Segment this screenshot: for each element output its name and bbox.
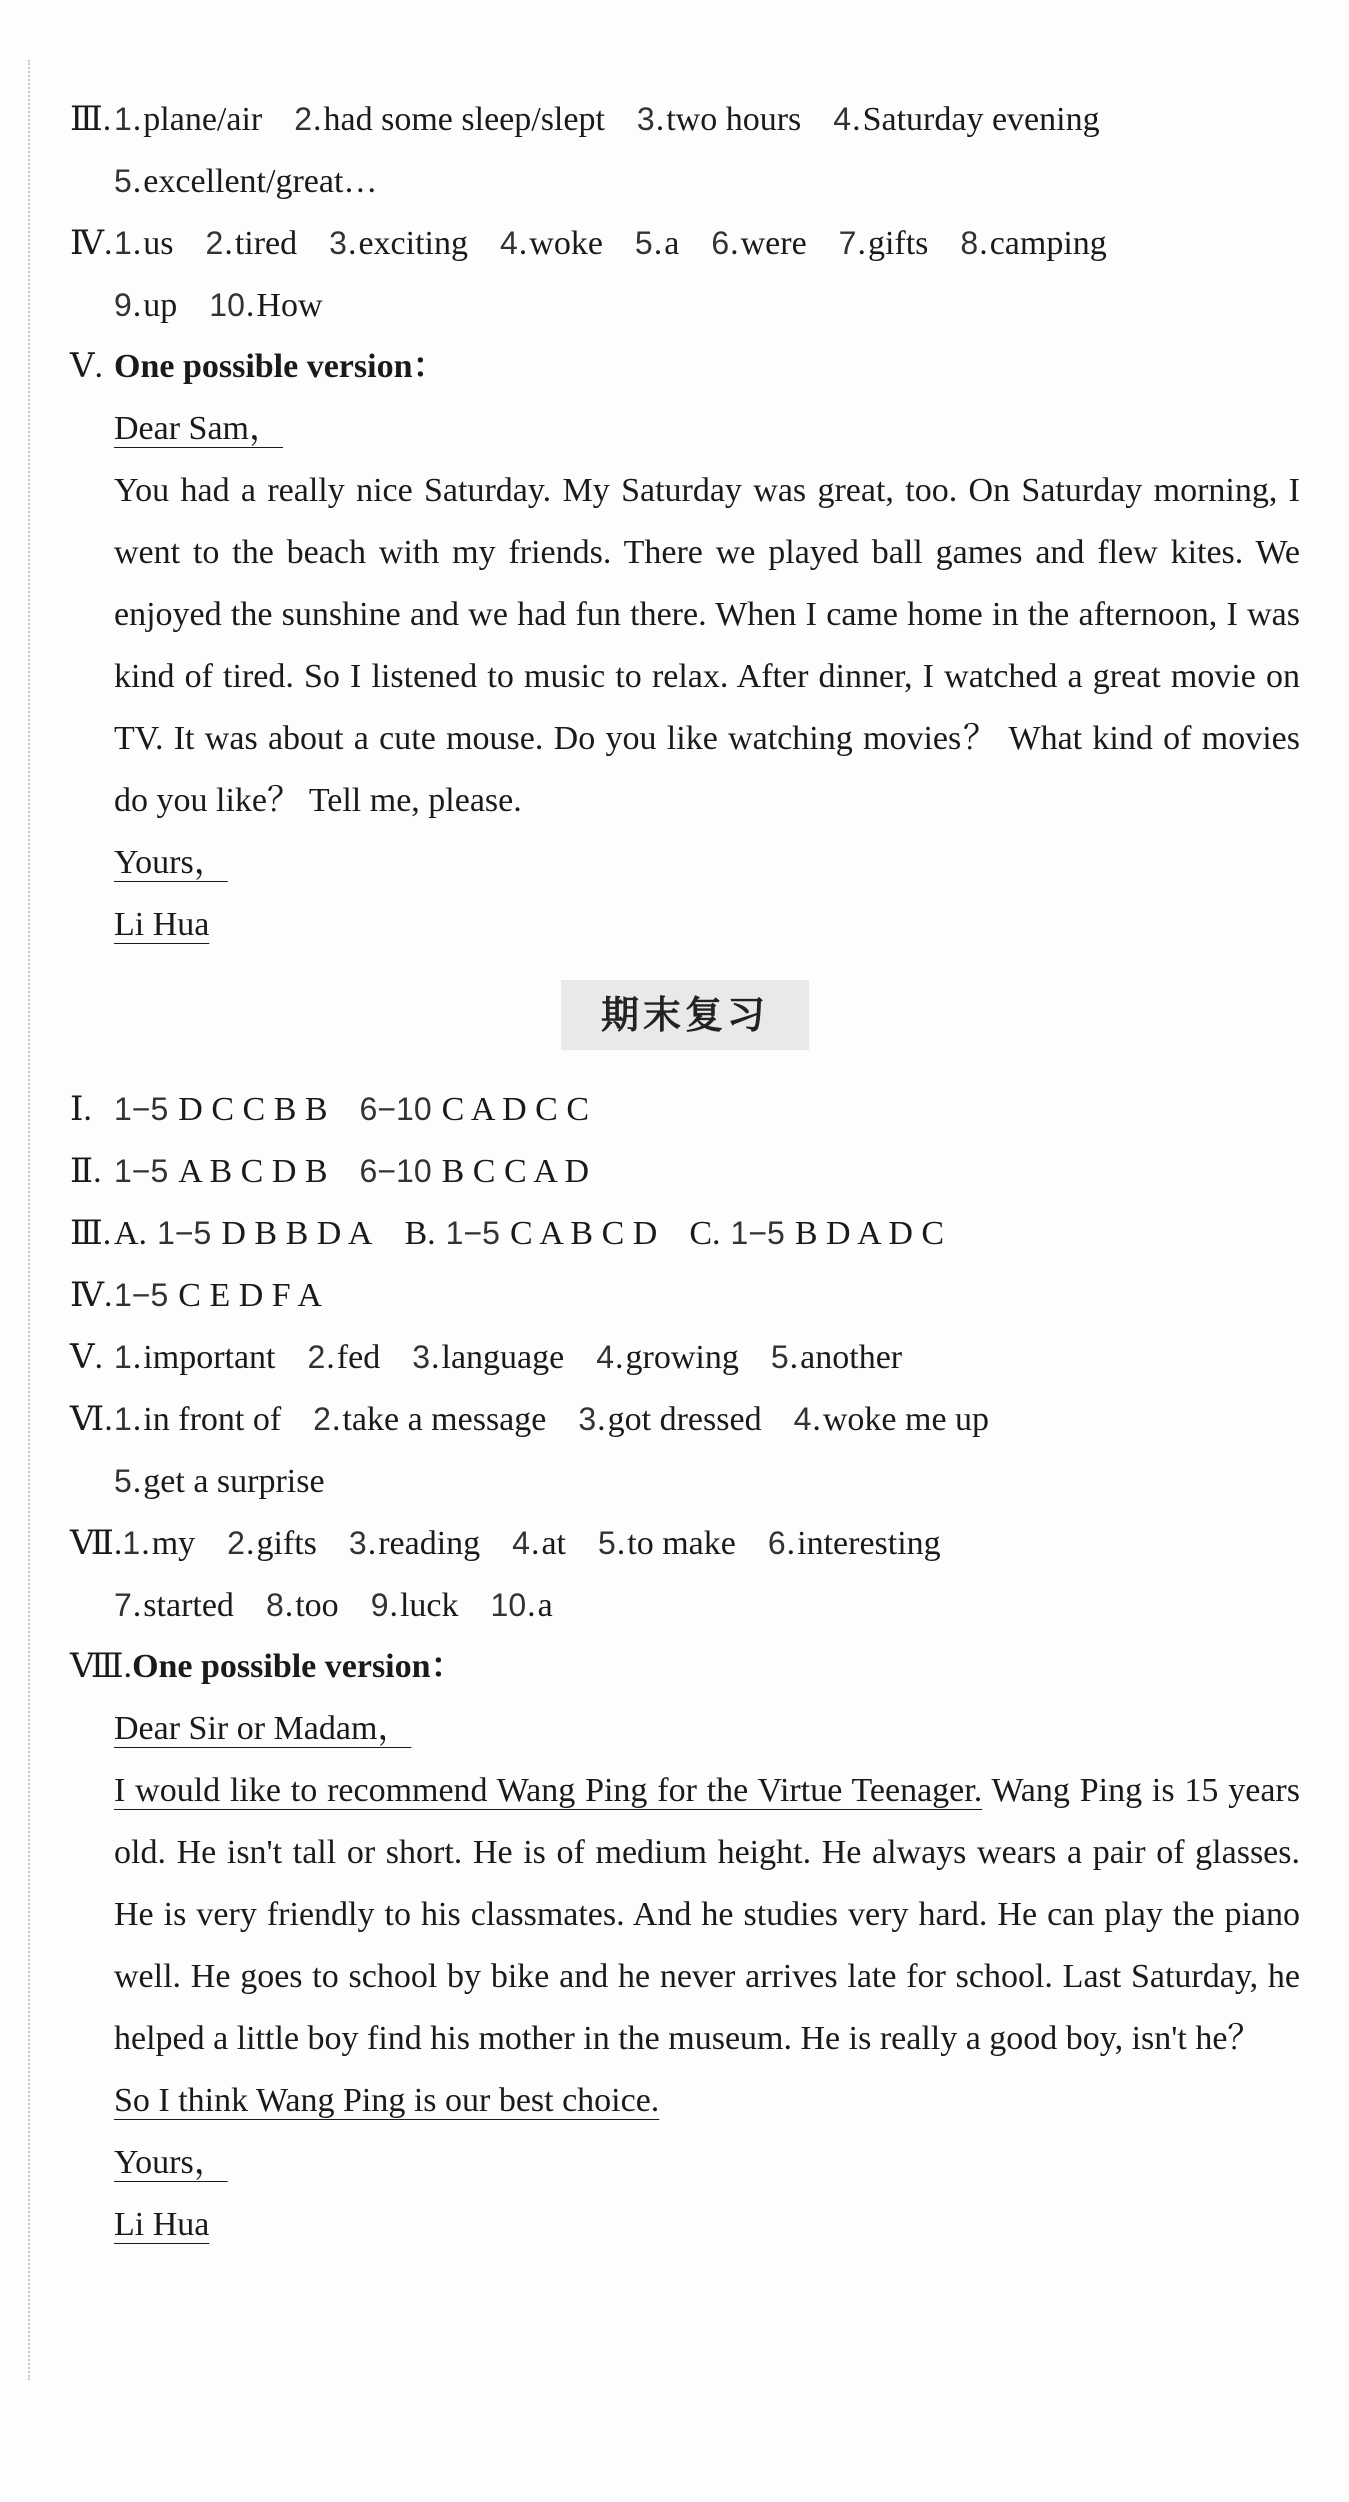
answer-item: 4.woke	[499, 225, 603, 262]
answer-item: 2.gifts	[227, 1525, 317, 1562]
margin-dotted-line	[28, 60, 30, 2380]
roman-numeral: Ⅰ.	[70, 1091, 92, 1128]
section-3-row-2	[70, 150, 1300, 212]
section-title: 期末复习	[561, 980, 809, 1050]
letter-body-text: Wang Ping is 15 years old. He isn't tall or short. He is of medium height. He always wears a pair of glasses. He is very friendly to his classmates. And he studies very hard. He can play the piano well. He goes to school by bike and he never arrives late for school. Last Saturday, he helped a little boy find his mother in the museum. He is really a good boy, isn't he？	[114, 1772, 1300, 2057]
answer-item: 8.camping	[960, 225, 1107, 262]
section-title-wrap	[70, 980, 1300, 1056]
answer-group: A B C D B	[178, 1153, 328, 1190]
subpart-label: B.	[404, 1215, 436, 1252]
answer-item: 1.in front of	[114, 1401, 282, 1438]
review-section-4: Ⅳ. 1−5 C E D F A	[70, 1264, 1300, 1326]
answer-item: 3.exciting	[329, 225, 468, 262]
answer-item: 5.to make	[597, 1525, 736, 1562]
letter-conclusion: So I think Wang Ping is our best choice.	[114, 2082, 660, 2119]
answer-group: D B B D A	[221, 1215, 373, 1252]
review-section-6-row-1	[70, 1388, 1300, 1450]
answer-page	[70, 88, 1300, 2256]
answer-group: B C C A D	[441, 1153, 590, 1190]
roman-numeral: Ⅶ.	[70, 1525, 123, 1562]
letter-body	[70, 1760, 1300, 2070]
review-section-2: Ⅱ. 1−5 A B C D B 6−10 B C C A D	[70, 1140, 1300, 1202]
answer-group: C A B C D	[509, 1215, 658, 1252]
answer-item: 10.a	[490, 1587, 553, 1624]
answer-item: 5.a	[634, 225, 680, 262]
roman-numeral: Ⅴ.	[70, 348, 104, 385]
answer-item: 7.started	[114, 1587, 234, 1624]
section-5-heading	[70, 336, 1300, 398]
letter-signature-row	[70, 894, 1300, 956]
section-4-row-1	[70, 212, 1300, 274]
review-section-3: Ⅲ. A. 1−5 D B B D A B. 1−5 C A B C D C. 1−5 B D A D C	[70, 1202, 1300, 1264]
version-heading: One possible version：	[132, 1648, 465, 1685]
letter-signature: Li Hua	[114, 2206, 210, 2243]
answer-item: 2.fed	[307, 1339, 381, 1376]
answer-item: 4.growing	[596, 1339, 739, 1376]
review-section-7-row-2	[70, 1574, 1300, 1636]
answer-item: 6.were	[711, 225, 807, 262]
letter-conclusion-row	[70, 2070, 1300, 2132]
answer-item: 10.How	[209, 287, 323, 324]
review-section-5	[70, 1326, 1300, 1388]
letter-closing-row	[70, 2132, 1300, 2194]
letter-closing: Yours，	[114, 2144, 228, 2181]
answer-item: 3.reading	[348, 1525, 481, 1562]
letter-signature-row	[70, 2194, 1300, 2256]
roman-numeral: Ⅲ.	[70, 101, 112, 138]
answer-item: 5.get a surprise	[114, 1463, 325, 1500]
answer-group: C A D C C	[441, 1091, 590, 1128]
letter-greeting-row	[70, 398, 1300, 460]
answer-item: 1.us	[114, 225, 174, 262]
answer-item: 5.excellent/great…	[114, 163, 378, 200]
roman-numeral: Ⅳ.	[70, 225, 113, 262]
review-section-8-heading	[70, 1636, 1300, 1698]
answer-item: 9.up	[114, 287, 178, 324]
answer-item: 3.got dressed	[578, 1401, 762, 1438]
answer-group: D C C B B	[178, 1091, 328, 1128]
answer-item: 3.language	[412, 1339, 565, 1376]
answer-item: 4.at	[512, 1525, 566, 1562]
letter-greeting: Dear Sir or Madam，	[114, 1710, 412, 1747]
answer-item: 8.too	[265, 1587, 339, 1624]
section-4-row-2	[70, 274, 1300, 336]
roman-numeral: Ⅲ.	[70, 1215, 112, 1252]
answer-item: 4.woke me up	[793, 1401, 990, 1438]
answer-item: 1.my	[122, 1525, 196, 1562]
answer-item: 7.gifts	[838, 225, 929, 262]
letter-closing: Yours，	[114, 844, 228, 881]
letter-intro-sentence: I would like to recommend Wang Ping for the Virtue Teenager.	[114, 1772, 983, 1809]
roman-numeral: Ⅷ.	[70, 1648, 133, 1685]
answer-item: 2.had some sleep/slept	[294, 101, 605, 138]
answer-item: 4.Saturday evening	[833, 101, 1100, 138]
section-3-row-1	[70, 88, 1300, 150]
letter-greeting-row	[70, 1698, 1300, 1760]
answer-item: 1.plane/air	[114, 101, 263, 138]
answer-group: B D A D C	[794, 1215, 945, 1252]
roman-numeral: Ⅵ.	[70, 1401, 113, 1438]
version-heading: One possible version：	[114, 348, 447, 385]
letter-closing-row	[70, 832, 1300, 894]
roman-numeral: Ⅴ.	[70, 1339, 104, 1376]
answer-item: 6.interesting	[767, 1525, 941, 1562]
letter-body: You had a really nice Saturday. My Saturday was great, too. On Saturday morning, I went to the beach with my friends. There we played ball games and flew kites. We enjoyed the sunshine and we had fun there. When I came home in the afternoon, I was kind of tired. So I listened to music to relax. After dinner, I watched a great movie on TV. It was about a cute mouse. Do you like watching movies？ What kind of movies do you like？ Tell me, please.	[114, 472, 1300, 819]
subpart-label: C.	[689, 1215, 721, 1252]
review-section-6-row-2	[70, 1450, 1300, 1512]
answer-item: 2.take a message	[313, 1401, 547, 1438]
answer-item: 3.two hours	[636, 101, 802, 138]
letter-greeting: Dear Sam，	[114, 410, 284, 447]
answer-group: C E D F A	[178, 1277, 322, 1314]
review-section-1: Ⅰ. 1−5 D C C B B 6−10 C A D C C	[70, 1078, 1300, 1140]
roman-numeral: Ⅳ.	[70, 1277, 113, 1314]
answer-item: 5.another	[770, 1339, 903, 1376]
answer-item: 2.tired	[205, 225, 298, 262]
answer-item: 9.luck	[370, 1587, 459, 1624]
review-section-7-row-1	[70, 1512, 1300, 1574]
letter-signature: Li Hua	[114, 906, 210, 943]
answer-item: 1.important	[114, 1339, 276, 1376]
roman-numeral: Ⅱ.	[70, 1153, 102, 1190]
subpart-label: A.	[114, 1215, 148, 1252]
